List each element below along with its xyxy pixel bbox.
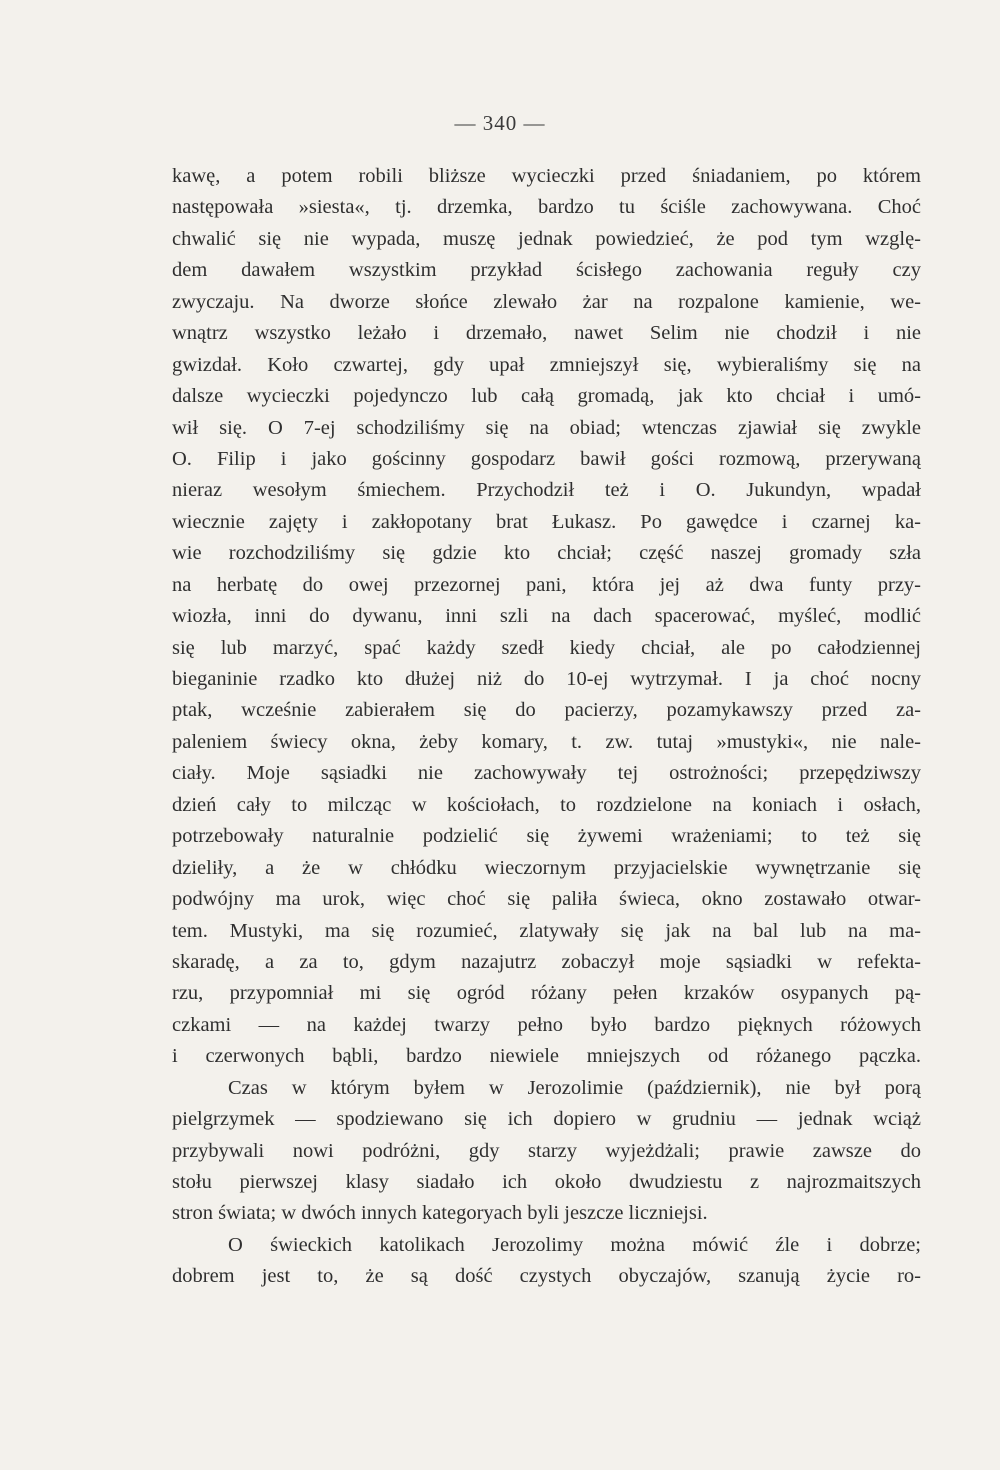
text-line: rzu, przypomniał mi się ogród różany pełen krzaków osypanych pą- (172, 982, 921, 1005)
text-line: potrzebowały naturalnie podzielić się żywemi wrażeniami; to też się (172, 825, 921, 848)
text-line: skaradę, a za to, gdym nazajutrz zobaczył moje sąsiadki w refekta- (172, 950, 921, 973)
text-line: O. Filip i jako gościnny gospodarz bawił gości rozmową, przerywaną (172, 447, 921, 470)
body-text (172, 161, 921, 1293)
text-line: i czerwonych bąbli, bardzo niewiele mniejszych od różanego pączka. (172, 1045, 921, 1068)
text-line: chwalić się nie wypada, muszę jednak powiedzieć, że pod tym wzglę- (172, 227, 921, 250)
text-line: nieraz wesołym śmiechem. Przychodził też i O. Jukundyn, wpadał (172, 479, 921, 502)
text-line: wnątrz wszystko leżało i drzemało, nawet Selim nie chodził i nie (172, 322, 921, 345)
text-line: dzieliły, a że w chłódku wieczornym przyjacielskie wywnętrzanie się (172, 856, 921, 879)
text-line: wie rozchodziliśmy się gdzie kto chciał; część naszej gromady szła (172, 542, 921, 565)
text-line: Czas w którym byłem w Jerozolimie (październik), nie był porą (228, 1076, 921, 1099)
text-line: podwójny ma urok, więc choć się paliła świeca, okno zostawało otwar- (172, 888, 921, 911)
text-line: wiozła, inni do dywanu, inni szli na dach spacerować, myśleć, modlić (172, 605, 921, 628)
text-line: zwyczaju. Na dworze słońce zlewało żar na rozpalone kamienie, we- (172, 290, 921, 313)
text-line: kawę, a potem robili bliższe wycieczki przed śniadaniem, po którem (172, 165, 921, 187)
text-line: tem. Mustyki, ma się rozumieć, zlatywały się jak na bal lub na ma- (172, 919, 921, 942)
text-line: wił się. O 7-ej schodziliśmy się na obiad; wtenczas zjawiał się zwykle (172, 416, 921, 439)
page-number: — 340 — (454, 111, 546, 135)
text-line: stron świata; w dwóch innych kategoryach byli jeszcze liczniejsi. (172, 1202, 708, 1225)
text-line: dzień cały to milcząc w kościołach, to rozdzielone na koniach i osłach, (172, 793, 921, 816)
text-line: gwizdał. Koło czwartej, gdy upał zmniejszył się, wybieraliśmy się na (172, 353, 921, 376)
text-line: wiecznie zajęty i zakłopotany brat Łukasz. Po gawędce i czarnej ka- (172, 510, 921, 533)
text-line: czkami — na każdej twarzy pełno było bardzo pięknych różowych (172, 1013, 921, 1036)
text-line: następowała »siesta«, tj. drzemka, bardzo tu ściśle zachowywana. Choć (172, 196, 921, 219)
text-line: ptak, wcześnie zabierałem się do pacierzy, pozamykawszy przed za- (172, 699, 921, 722)
text-line: paleniem świecy okna, żeby komary, t. zw. tutaj »mustyki«, nie nale- (172, 730, 921, 753)
text-line: bieganinie rzadko kto dłużej niż do 10-ej wytrzymał. I ja choć nocny (172, 668, 921, 690)
text-line: dem dawałem wszystkim przykład ścisłego zachowania reguły czy (172, 259, 921, 282)
text-line: przybywali nowi podróżni, gdy starzy wyjeżdżali; prawie zawsze do (172, 1139, 921, 1162)
text-line: O świeckich katolikach Jerozolimy można mówić źle i dobrze; (228, 1233, 921, 1256)
text-line: dobrem jest to, że są dość czystych obyczajów, szanują życie ro- (172, 1265, 921, 1288)
text-line: ciały. Moje sąsiadki nie zachowywały tej ostrożności; przepędziwszy (172, 762, 921, 785)
text-line: pielgrzymek — spodziewano się ich dopiero w grudniu — jednak wciąż (172, 1108, 921, 1131)
text-line: stołu pierwszej klasy siadało ich około dwudziestu z najrozmaitszych (172, 1171, 921, 1193)
text-line: dalsze wycieczki pojedynczo lub całą gromadą, jak kto chciał i umó- (172, 385, 921, 408)
text-line: na herbatę do owej przezornej pani, która jej aż dwa funty przy- (172, 573, 921, 596)
text-line: się lub marzyć, spać każdy szedł kiedy chciał, ale po całodziennej (172, 636, 921, 659)
